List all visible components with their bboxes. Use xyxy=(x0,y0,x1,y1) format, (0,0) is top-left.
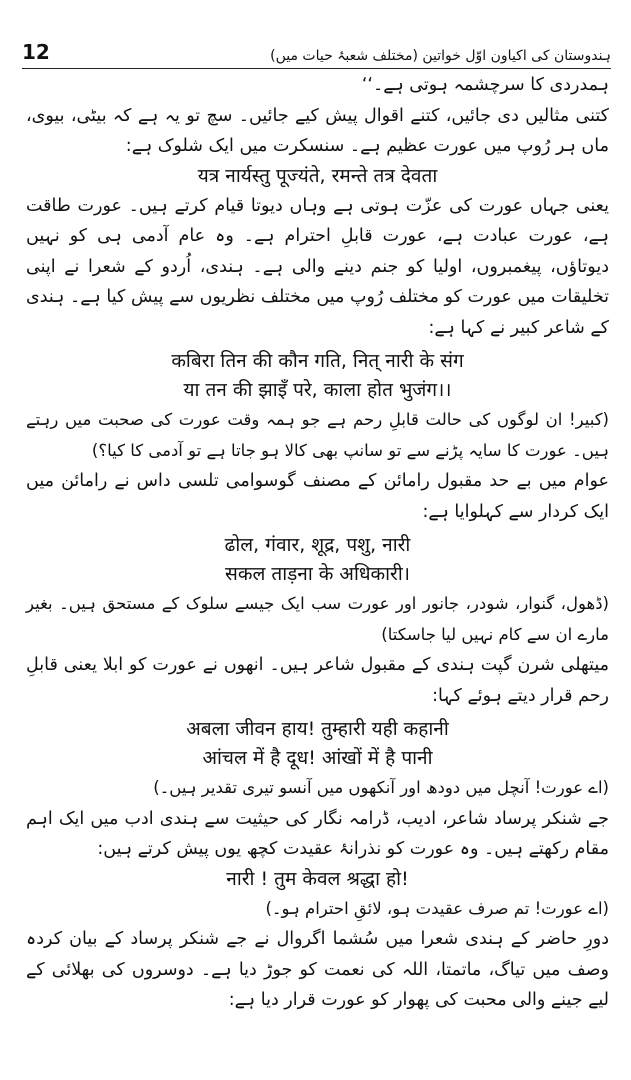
gupt-translation: (اے عورت! آنچل میں دودھ اور آنکھوں میں آنسو تیری تقدیر ہیں۔) xyxy=(153,778,609,797)
page-body xyxy=(26,70,609,1016)
tulsidas-verse-line-1: ढोल, गंवार, शूद्र, पशु, नारी xyxy=(224,534,411,556)
gupt-verse-line-1: अबला जीवन हाय! तुम्हारी यही कहानी xyxy=(186,718,449,740)
tulsidas-verse-line-2: सकल ताड़ना के अधिकारी। xyxy=(225,563,410,585)
prasad-translation: (اے عورت! تم صرف عقیدت ہو، لائقِ احترام ہو۔) xyxy=(265,898,609,918)
paragraph-intro: ہمدردی کا سرچشمہ ہوتی ہے۔‘‘ xyxy=(361,75,609,95)
prasad-verse: नारी ! तुम केवल श्रद्धा हो! xyxy=(226,867,409,890)
tulsidas-translation: (ڈھول، گنوار، شودر، جانور اور عورت سب ایک جیسے سلوک کے مستحق ہیں۔ بغیر مارے ان سے کام نہیں لیا جاسکتا) xyxy=(26,594,609,644)
paragraph-tulsidas: عوام میں بے حد مقبول رامائن کے مصنف گوسوامی تلسی داس نے رامائن میں ایک کردار سے کہلوایا ہے: xyxy=(26,471,609,522)
sanskrit-shloka: यत्र नार्यस्तु पूज्यंते, रमन्ते तत्र देवता xyxy=(197,164,438,187)
paragraph-meaning: یعنی جہاں عورت کی عزّت ہوتی ہے وہاں دیوتا قیام کرتے ہیں۔ عورت طاقت ہے، عورت عبادت ہے، عورت قابلِ احترام ہے۔ وہ عام آدمی ہی کو نہیں دیوتاؤں، پیغمبروں، اولیا کو جنم دینے والی ہے۔ ہندی، اُردو کے شعرا نے اپنی تخلیقات میں عورت کو مختلف رُوپ میں مختلف نظریوں سے پیش کیا ہے۔ ہندی کے شاعر کبیر نے کہا ہے: xyxy=(26,195,609,338)
paragraph-prasad: جے شنکر پرساد شاعر، ادیب، ڈرامہ نگار کی حیثیت سے ہندی ادب میں ایک اہم مقام رکھتے ہیں۔ وہ عورت کو نذرانۂ عقیدت کچھ یوں پیش کرتے ہیں: xyxy=(26,808,609,859)
page-header xyxy=(22,30,611,69)
page-number: 12 xyxy=(22,40,50,64)
gupt-verse-line-2: आंचल में है दूध! आंखों में है पानी xyxy=(202,747,433,769)
kabir-translation: (کبیر! ان لوگوں کی حالت قابلِ رحم ہے جو ہمہ وقت عورت کی صحبت میں رہتے ہیں۔ عورت کا سایہ پڑنے سے تو سانپ بھی کالا ہو جاتا ہے تو آدمی کا کیا؟) xyxy=(26,410,609,460)
kabir-verse-line-1: कबिरा तिन की कौन गति, नित् नारी के संग xyxy=(171,350,464,372)
kabir-verse-line-2: या तन की झाइँ परे, काला होत भुजंग।। xyxy=(183,379,452,401)
paragraph-maithili: میتھلی شرن گپت ہندی کے مقبول شاعر ہیں۔ انھوں نے عورت کو ابلا یعنی قابلِ رحم قرار دیتے ہوئے کہا: xyxy=(26,655,609,706)
paragraph-sushma: دورِ حاضر کے ہندی شعرا میں سُشما اگروال نے جے شنکر پرساد کے بیان کردہ وصف میں تیاگ، ماتمتا، اللہ کی نعمت کو جوڑ دیا ہے۔ دوسروں کی بھلائی کے لیے جینے والی محبت کی پھوار کو عورت قرار دیا ہے: xyxy=(26,929,609,1010)
running-title: ہندوستان کی اکیاون اوّل خواتین (مختلف شعبۂ حیات میں) xyxy=(270,48,611,64)
paragraph-examples: کتنی مثالیں دی جائیں، کتنے اقوال پیش کیے جائیں۔ سچ تو یہ ہے کہ بیٹی، بیوی، ماں ہر رُوپ میں عورت عظیم ہے۔ سنسکرت میں ایک شلوک ہے: xyxy=(26,105,609,156)
